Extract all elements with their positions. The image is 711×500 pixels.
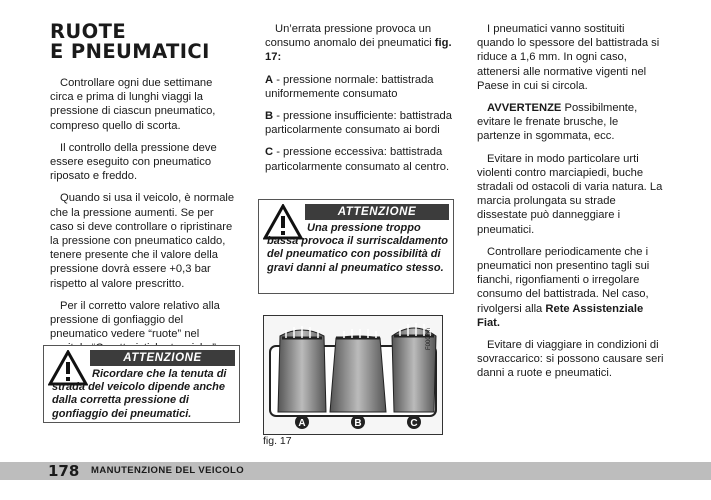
tire-a-icon: [278, 326, 326, 412]
page-title: RUOTE E PNEUMATICI: [50, 20, 210, 63]
paragraph: I pneumatici vanno sostituiti quando lo spessore del battistrada si riduce a 1,6 mm. In ogni caso, attenersi alle normative vigenti nel Paese in cui si circola.: [477, 23, 660, 92]
figure-code: F0002m: [426, 327, 433, 351]
figure-label-b: B: [354, 418, 362, 429]
notice-label: AVVERTENZE: [487, 102, 562, 115]
service-network-name: Rete Assistenziale Fiat.: [477, 302, 644, 329]
figure-caption: fig. 17: [263, 435, 292, 447]
paragraph: Il controllo della pressione deve essere eseguito con pneumatico riposato e freddo.: [50, 141, 217, 183]
warning-box: [258, 199, 454, 294]
tire-illustration: [264, 316, 442, 434]
paragraph: Un’errata pressione provoca un consumo anomalo dei pneumatici fig. 17:: [265, 23, 452, 64]
figure-label-c: C: [410, 418, 418, 429]
column-1: [50, 22, 238, 364]
tire-b-icon: [330, 329, 386, 412]
warning-header: ATTENZIONE: [305, 204, 449, 220]
paragraph: Per il corretto valore relativo alla pressione di gonfiaggio del pneumatico vedere “ruote” nel: [50, 299, 220, 341]
list-item: B - pressione insufficiente: battistrada particolarmente consumato ai bordi: [265, 110, 452, 137]
page-number: 178: [48, 462, 80, 480]
warning-box: [43, 345, 240, 423]
paragraph: Quando si usa il veicolo, è normale che la pressione aumenti. Se per caso si deve controllare o ripristinare la pressione con pneumatico caldo, tenere presente che il valore della pressione dovrà essere +0,3 bar rispetto al valore prescritto.: [50, 192, 235, 290]
warning-text: Ricordare che la tenuta di strada del veicolo dipende anche dalla corretta pressione di gonfiaggio dei pneumatici.: [52, 368, 227, 420]
column-2: [265, 22, 452, 182]
paragraph: Controllare periodicamente che i pneumatici non presentino tagli sui fianchi, rigonfiamenti o irregolare consumo del battistrada. Nel caso, rivolgersi alla Rete Assistenziale Fiat.: [477, 245, 650, 329]
tire-wear-figure: [263, 315, 443, 435]
column-3: [477, 22, 664, 389]
list-item: C - pressione eccessiva: battistrada particolarmente consumato al centro.: [265, 146, 450, 173]
paragraph: Evitare in modo particolare urti violenti contro marciapiedi, buche stradali od ostacoli di varia natura. La marcia prolungata su strade dissestate può danneggiare i pneumatici.: [477, 152, 663, 236]
paragraph: Controllare ogni due settimane circa e prima di lunghi viaggi la pressione di ciascun pneumatico, compreso quello di scorta.: [50, 77, 216, 132]
figure-label-a: A: [298, 418, 306, 429]
list-item: A - pressione normale: battistrada uniformemente consumato: [265, 73, 434, 100]
paragraph: AVVERTENZE Possibilmente, evitare le frenate brusche, le partenze in sgommata, ecc.: [477, 102, 638, 143]
warning-text: Una pressione troppo bassa provoca il surriscaldamento del pneumatico con possibilità di gravi danni al pneumatico stesso.: [267, 222, 448, 274]
figure-reference: fig. 17:: [265, 37, 452, 64]
warning-header: ATTENZIONE: [90, 350, 235, 366]
paragraph: Evitare di viaggiare in condizioni di sovraccarico: si possono causare seri danni a ruote e pneumatici.: [477, 339, 664, 380]
section-title: MANUTENZIONE DEL VEICOLO: [91, 465, 244, 476]
